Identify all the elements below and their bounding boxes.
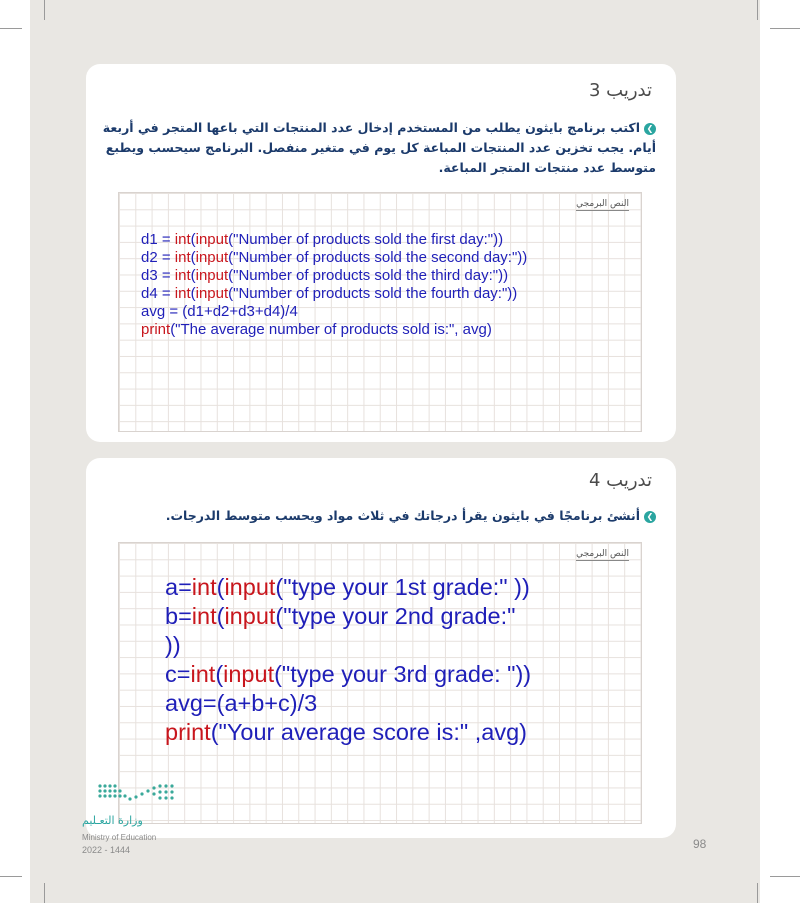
ministry-logo-icon xyxy=(96,780,176,804)
exercise-4-instruction xyxy=(96,506,656,526)
chevron-bullet-icon: ❯ xyxy=(644,123,656,135)
code-text: ("Your average score is:" ,avg) xyxy=(210,719,527,745)
exercise-3-instruction xyxy=(96,118,656,178)
code-line xyxy=(141,321,527,339)
code-text: ( xyxy=(215,661,224,687)
code-line xyxy=(165,660,531,689)
crop-mark xyxy=(757,883,758,903)
code-label: النص البرمجي xyxy=(576,199,629,209)
crop-mark xyxy=(770,876,800,877)
code-text: ("Number of products sold the fourth day:")) xyxy=(228,285,518,302)
crop-mark xyxy=(0,876,22,877)
code-line xyxy=(165,631,531,660)
code-text: d2 = xyxy=(141,249,175,266)
code-keyword: int xyxy=(174,231,191,248)
code-line xyxy=(141,303,527,321)
code-text: b= xyxy=(165,603,192,629)
crop-mark xyxy=(770,28,800,29)
code-keyword: input xyxy=(195,249,229,266)
code-keyword: int xyxy=(190,661,216,687)
code-text: )) xyxy=(165,632,181,658)
instruction-line: أيام. يجب تخزين عدد المنتجات المباعة كل يوم في متغير منفصل. البرنامج سيحسب ويطبع xyxy=(105,140,656,155)
code-keyword: input xyxy=(195,231,229,248)
code-line xyxy=(141,267,527,285)
code-text: ("type your 3rd grade: ")) xyxy=(274,661,532,687)
chevron-bullet-icon: ❯ xyxy=(644,511,656,523)
code-text: ( xyxy=(216,574,225,600)
code-keyword: int xyxy=(174,249,191,266)
code-text: d4 = xyxy=(141,285,175,302)
code-keyword: print xyxy=(141,321,171,338)
ministry-name-arabic: وزارة التعـليم xyxy=(82,814,143,827)
code-text: ("Number of products sold the second day:")) xyxy=(228,249,528,266)
crop-mark xyxy=(0,28,22,29)
code-line xyxy=(141,231,527,249)
code-text: ("type your 1st grade:" )) xyxy=(275,574,530,600)
code-keyword: int xyxy=(174,267,191,284)
code-text: avg = (d1+d2+d3+d4)/4 xyxy=(141,303,298,320)
code-block xyxy=(165,573,531,747)
code-keyword: int xyxy=(191,574,217,600)
code-text: ("The average number of products sold is:", avg) xyxy=(170,321,492,338)
instruction-line: ❯أنشئ برنامجًا في بايثون يقرأ درجاتك في ثلاث مواد ويحسب متوسط الدرجات. xyxy=(96,506,656,526)
instruction-line: متوسط عدد منتجات المتجر المباعة. xyxy=(438,160,656,175)
code-grid-box xyxy=(118,542,642,824)
code-label: النص البرمجي xyxy=(576,549,629,559)
code-keyword: input xyxy=(224,574,276,600)
code-keyword: input xyxy=(195,267,229,284)
code-text: ( xyxy=(216,603,225,629)
code-line xyxy=(165,573,531,602)
code-line xyxy=(165,689,531,718)
ministry-name-english: Ministry of Education xyxy=(82,833,157,842)
code-text: a= xyxy=(165,574,192,600)
code-text: ( xyxy=(190,267,196,284)
code-grid-box xyxy=(118,192,642,432)
code-text: c= xyxy=(165,661,191,687)
page-number: 98 xyxy=(693,837,707,851)
code-line xyxy=(141,285,527,303)
crop-mark xyxy=(757,0,758,20)
code-text: ( xyxy=(190,285,196,302)
exercise-3-title: تدريب 3 xyxy=(588,80,652,101)
code-keyword: input xyxy=(223,661,275,687)
code-text: ( xyxy=(190,231,196,248)
exercise-3-card xyxy=(86,64,676,442)
instruction-line: ❯اكتب برنامج بايثون يطلب من المستخدم إدخال عدد المنتجات التي باعها المتجر في أربعة xyxy=(96,118,656,138)
code-text: d1 = xyxy=(141,231,175,248)
code-keyword: input xyxy=(224,603,276,629)
code-keyword: print xyxy=(165,719,211,745)
code-line xyxy=(141,249,527,267)
code-text: avg=(a+b+c)/3 xyxy=(165,690,318,716)
code-text: ("Number of products sold the third day:")) xyxy=(228,267,509,284)
code-text: ("type your 2nd grade:" xyxy=(275,603,516,629)
code-keyword: int xyxy=(174,285,191,302)
code-text: ( xyxy=(190,249,196,266)
code-line xyxy=(165,602,531,631)
crop-mark xyxy=(44,883,45,903)
exercise-4-title: تدريب 4 xyxy=(588,470,652,491)
crop-mark xyxy=(44,0,45,20)
code-keyword: input xyxy=(195,285,229,302)
code-block xyxy=(141,231,527,339)
code-text: ("Number of products sold the first day:")) xyxy=(228,231,504,248)
code-keyword: int xyxy=(191,603,217,629)
edition-year: 2022 - 1444 xyxy=(82,845,131,855)
code-text: d3 = xyxy=(141,267,175,284)
code-line xyxy=(165,718,531,747)
